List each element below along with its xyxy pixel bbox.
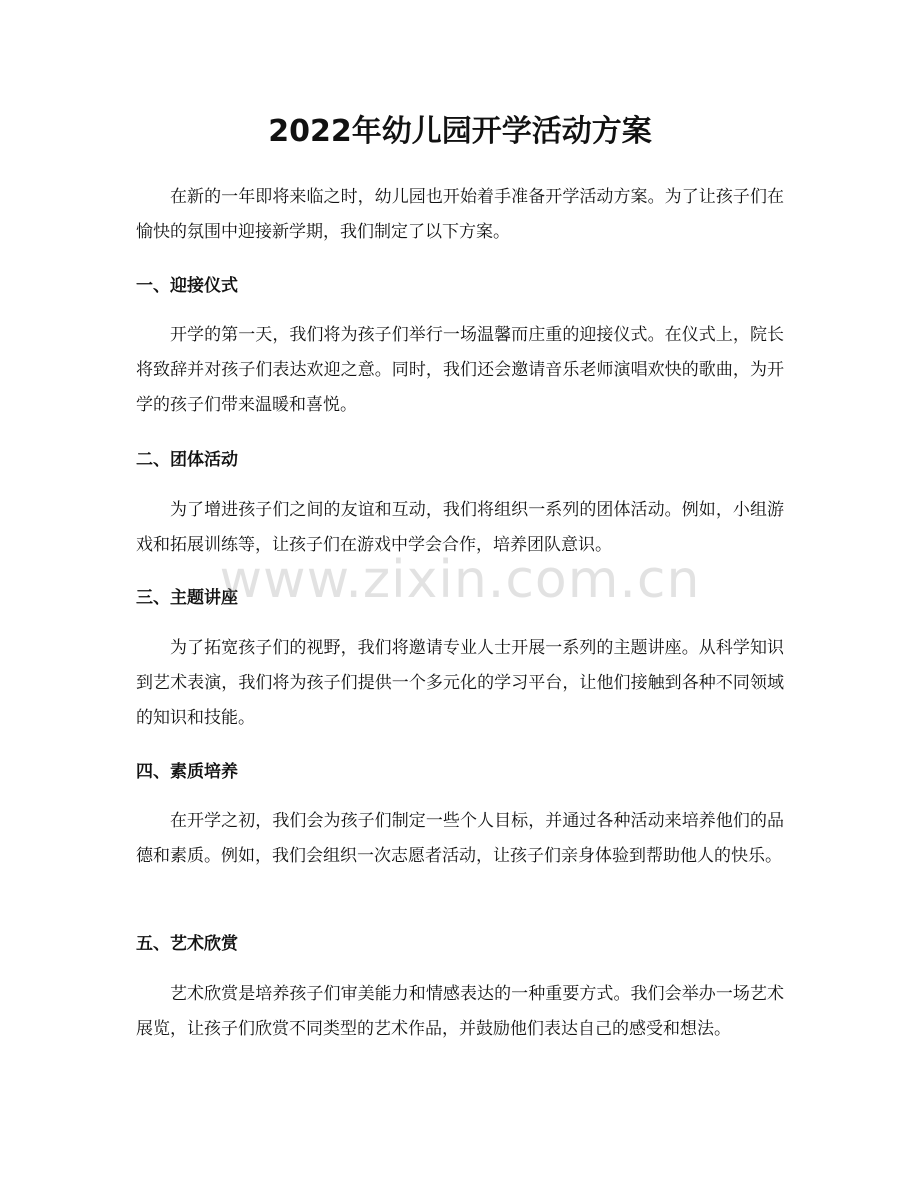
intro-paragraph: 在新的一年即将来临之时，幼儿园也开始着手准备开学活动方案。为了让孩子们在愉快的氛围中迎接新学期，我们制定了以下方案。 bbox=[136, 187, 784, 242]
section-heading-4: 四、素质培养 bbox=[136, 762, 238, 782]
section-body-1: 开学的第一天，我们将为孩子们举行一场温馨而庄重的迎接仪式。在仪式上，院长将致辞并对孩子们表达欢迎之意。同时，我们还会邀请音乐老师演唱欢快的歌曲，为开学的孩子们带来温暖和喜悦。 bbox=[136, 325, 784, 415]
section-body-4: 在开学之初，我们会为孩子们制定一些个人目标，并通过各种活动来培养他们的品德和素质。例如，我们会组织一次志愿者活动，让孩子们亲身体验到帮助他人的快乐。 bbox=[136, 811, 784, 866]
watermark: www.zixin.com.cn bbox=[219, 550, 701, 610]
section-body-2: 为了增进孩子们之间的友谊和互动，我们将组织一系列的团体活动。例如，小组游戏和拓展训练等，让孩子们在游戏中学会合作，培养团队意识。 bbox=[136, 500, 784, 555]
section-heading-3: 三、主题讲座 bbox=[136, 588, 238, 608]
section-heading-2: 二、团体活动 bbox=[136, 450, 238, 470]
document-title: 2022年幼儿园开学活动方案 bbox=[268, 114, 652, 149]
section-heading-1: 一、迎接仪式 bbox=[136, 276, 238, 296]
section-heading-5: 五、艺术欣赏 bbox=[136, 934, 238, 954]
section-body-3: 为了拓宽孩子们的视野，我们将邀请专业人士开展一系列的主题讲座。从科学知识到艺术表演，我们将为孩子们提供一个多元化的学习平台，让他们接触到各种不同领域的知识和技能。 bbox=[136, 638, 784, 728]
section-body-5: 艺术欣赏是培养孩子们审美能力和情感表达的一种重要方式。我们会举办一场艺术展览，让孩子们欣赏不同类型的艺术作品，并鼓励他们表达自己的感受和想法。 bbox=[136, 984, 784, 1039]
